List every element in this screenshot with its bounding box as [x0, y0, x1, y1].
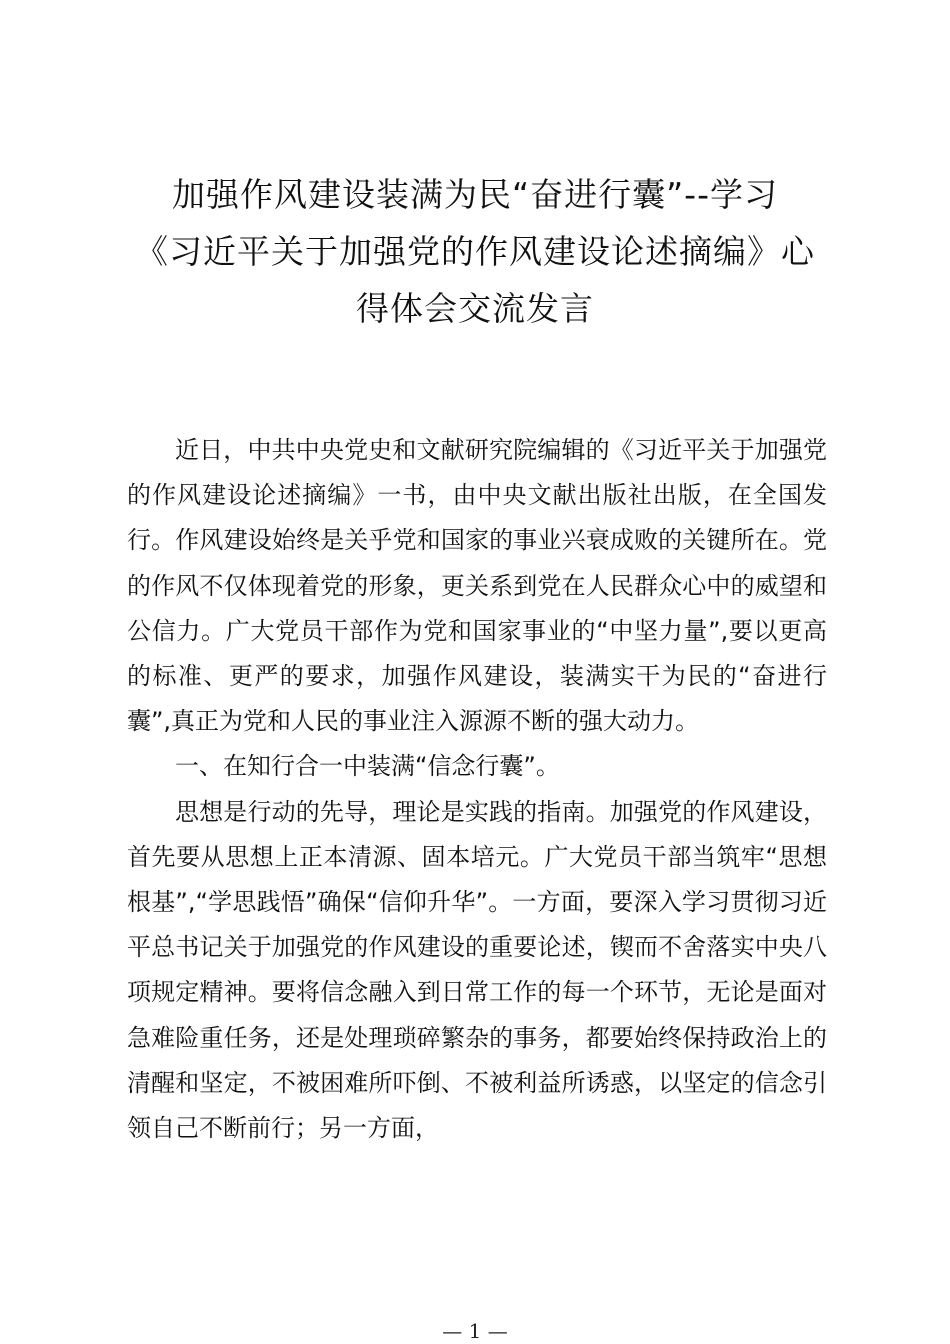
page-number: — 1 —	[442, 1319, 508, 1343]
document-body	[127, 428, 827, 1151]
intro-paragraph: 近日，中共中央党史和文献研究院编辑的《习近平关于加强党的作风建设论述摘编》一书，由中央文献出版社出版，在全国发行。作风建设始终是关乎党和国家的事业兴衰成败的关键所在。党的作风不仅体现着党的形象，更关系到党在人民群众心中的威望和公信力。广大党员干部作为党和国家事业的“中坚力量”,要以更高的标准、更严的要求，加强作风建设，装满实干为民的“奋进行囊”,真正为党和人民的事业注入源源不断的强大动力。	[127, 436, 827, 736]
section-heading: 一、在知行合一中装满“信念行囊”。	[175, 752, 560, 781]
title-line: 《习近平关于加强党的作风建设论述摘编》心	[135, 232, 815, 271]
body-paragraph: 思想是行动的先导，理论是实践的指南。加强党的作风建设，首先要从思想上正本清源、固本培元。广大党员干部当筑牢“思想根基”,“学思践悟”确保“信仰升华”。一方面，要深入学习贯彻习近平总书记关于加强党的作风建设的重要论述，锲而不舍落实中央八项规定精神。要将信念融入到日常工作的每一个环节，无论是面对急难险重任务，还是处理琐碎繁杂的事务，都要始终保持政治上的清醒和坚定，不被困难所吓倒、不被利益所诱惑，以坚定的信念引领自己不断前行；另一方面，	[127, 797, 827, 1143]
title-line: 加强作风建设装满为民“奋进行囊”--学习	[171, 175, 778, 214]
document-title	[110, 166, 840, 337]
title-line: 得体会交流发言	[356, 289, 594, 328]
